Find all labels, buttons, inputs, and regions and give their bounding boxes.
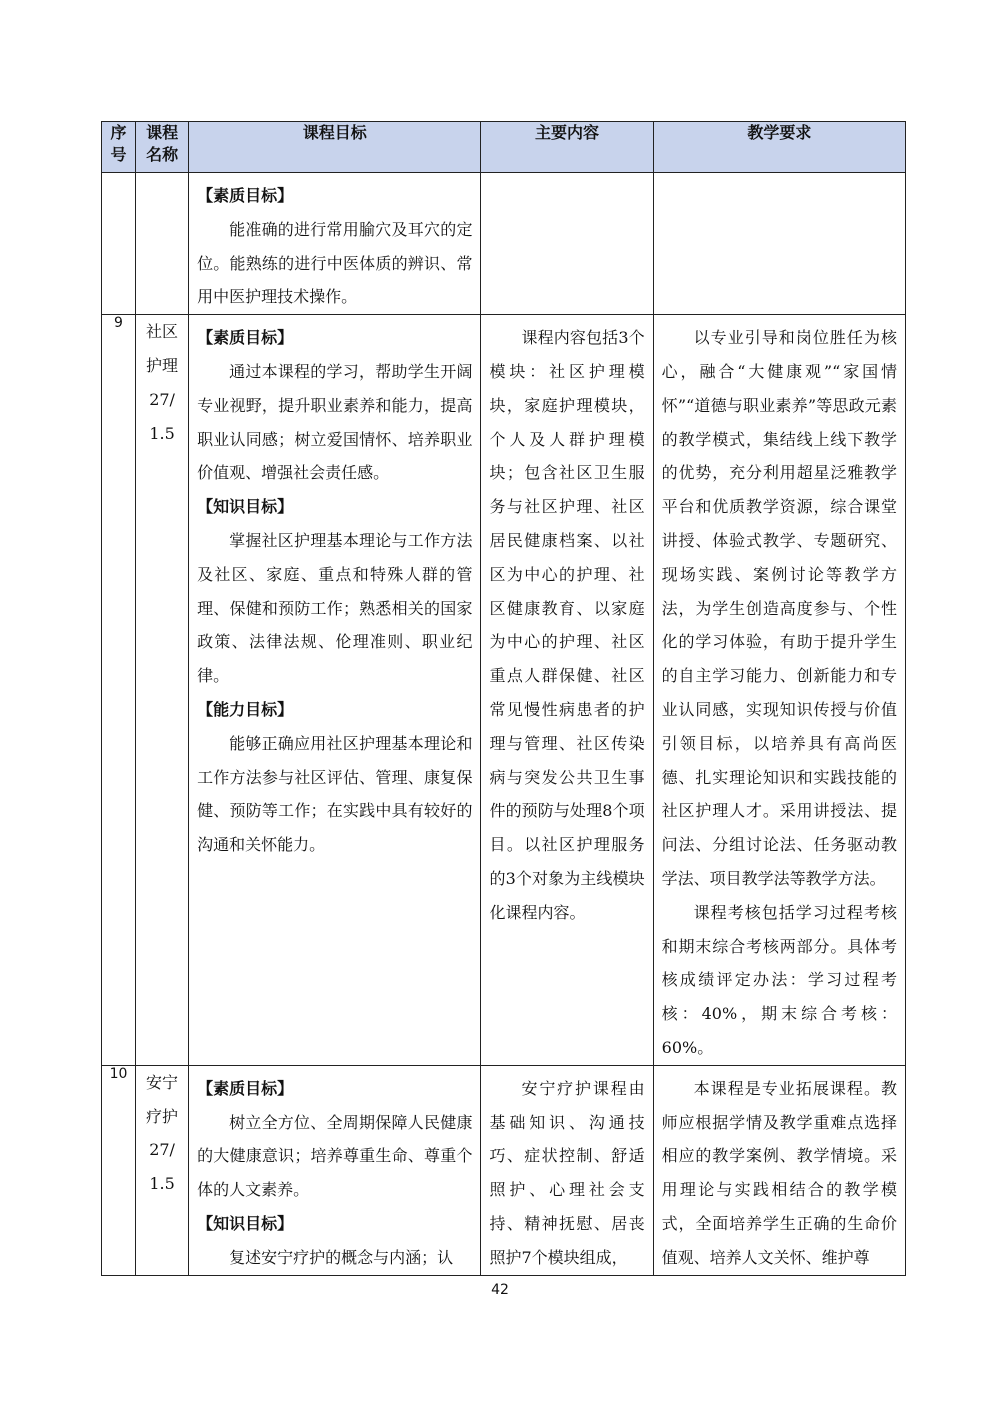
row-goals xyxy=(189,1065,481,1275)
course-name-line: 护理 xyxy=(146,355,179,375)
paragraph: 课程内容包括3个模块：社区护理模块，家庭护理模块，个人及人群护理模块；包含社区卫生服务与社区护理、社区居民健康档案、以社区为中心的护理、社区健康教育、以家庭为中心的护理、社区重点人群保健、社区常见慢性病患者的护理与管理、社区传染病与突发公共卫生事件的预防与处理8个项目。以社区护理服务的3个对象为主线模块化课程内容。 xyxy=(489,328,645,922)
course-name-line: 27/ xyxy=(149,389,175,409)
section-heading: 【知识目标】 xyxy=(197,1213,294,1233)
header-goals: 课程目标 xyxy=(189,122,481,173)
course-name-line: 1.5 xyxy=(149,423,175,443)
section-heading: 【素质目标】 xyxy=(197,186,294,205)
paragraph: 本课程是专业拓展课程。教师应根据学情及教学重难点选择相应的教学案例、教学情境。采用理论与实践相结合的教学模式，全面培养学生正确的生命价值观、培养人文关怀、维护尊 xyxy=(661,1078,897,1267)
row-no: 10 xyxy=(102,1065,136,1275)
table-row xyxy=(102,315,906,1066)
row-course-name xyxy=(136,1065,189,1275)
section-heading: 【素质目标】 xyxy=(197,1078,294,1098)
row-content xyxy=(481,173,653,315)
row-requirements xyxy=(653,1065,905,1275)
course-name-line: 疗护 xyxy=(146,1106,179,1126)
section-heading: 【能力目标】 xyxy=(197,699,294,719)
section-heading: 【知识目标】 xyxy=(197,497,294,517)
header-requirements: 教学要求 xyxy=(653,122,905,173)
paragraph: 课程考核包括学习过程考核和期末综合考核两部分。具体考核成绩评定办法：学习过程考核：40%，期末综合考核：60%。 xyxy=(661,902,897,1057)
paragraph: 复述安宁疗护的概念与内涵；认 xyxy=(229,1247,454,1267)
row-content xyxy=(481,1065,653,1275)
paragraph: 树立全方位、全周期保障人民健康的大健康意识；培养尊重生命、尊重个体的人文素养。 xyxy=(197,1112,473,1200)
table-row xyxy=(102,173,906,315)
row-content xyxy=(481,315,653,1066)
row-goals xyxy=(189,173,481,315)
course-name-line: 27/ xyxy=(149,1140,175,1160)
table-row xyxy=(102,1065,906,1275)
row-course-name xyxy=(136,315,189,1066)
paragraph: 掌握社区护理基本理论与工作方法及社区、家庭、重点和特殊人群的管理、保健和预防工作；熟悉相关的国家政策、法律法规、伦理准则、职业纪律。 xyxy=(197,530,473,686)
header-no: 序号 xyxy=(102,122,136,173)
course-name-line: 安宁 xyxy=(146,1072,179,1092)
paragraph: 能准确的进行常用腧穴及耳穴的定位。能熟练的进行中医体质的辨识、常用中医护理技术操作。 xyxy=(197,219,473,307)
paragraph: 以专业引导和岗位胜任为核心，融合“大健康观”“家国情怀”“道德与职业素养”等思政元素的教学模式，集结线上线下教学的优势，充分利用超星泛雅教学平台和优质教学资源，综合课堂讲授、体验式教学、专题研究、现场实践、案例讨论等教学方法，为学生创造高度参与、个性化的学习体验，有助于提升学生的自主学习能力、创新能力和专业认同感，实现知识传授与价值引领目标，以培养具有高尚医德、扎实理论知识和实践技能的社区护理人才。采用讲授法、提问法、分组讨论法、任务驱动教学法、项目教学法等教学方法。 xyxy=(661,328,897,888)
row-goals xyxy=(189,315,481,1066)
section-heading: 【素质目标】 xyxy=(197,328,294,348)
paragraph: 能够正确应用社区护理基本理论和工作方法参与社区评估、管理、康复保健、预防等工作；在实践中具有较好的沟通和关怀能力。 xyxy=(197,733,473,855)
page-number: 42 xyxy=(491,1282,509,1298)
header-name: 课程名称 xyxy=(136,122,189,173)
row-course-name xyxy=(136,173,189,315)
row-no xyxy=(102,173,136,315)
row-requirements xyxy=(653,173,905,315)
paragraph: 通过本课程的学习，帮助学生开阔专业视野，提升职业素养和能力，提高职业认同感；树立爱国情怀、培养职业价值观、增强社会责任感。 xyxy=(197,361,473,483)
row-no: 9 xyxy=(102,315,136,1066)
course-table xyxy=(101,121,906,1276)
row-requirements xyxy=(653,315,905,1066)
table-header-row xyxy=(102,122,906,173)
course-name-line: 社区 xyxy=(146,322,179,342)
header-content: 主要内容 xyxy=(481,122,653,173)
course-name-line: 1.5 xyxy=(149,1174,175,1194)
paragraph: 安宁疗护课程由基础知识、沟通技巧、症状控制、舒适照护、心理社会支持、精神抚慰、居丧照护7个模块组成， xyxy=(489,1078,645,1267)
